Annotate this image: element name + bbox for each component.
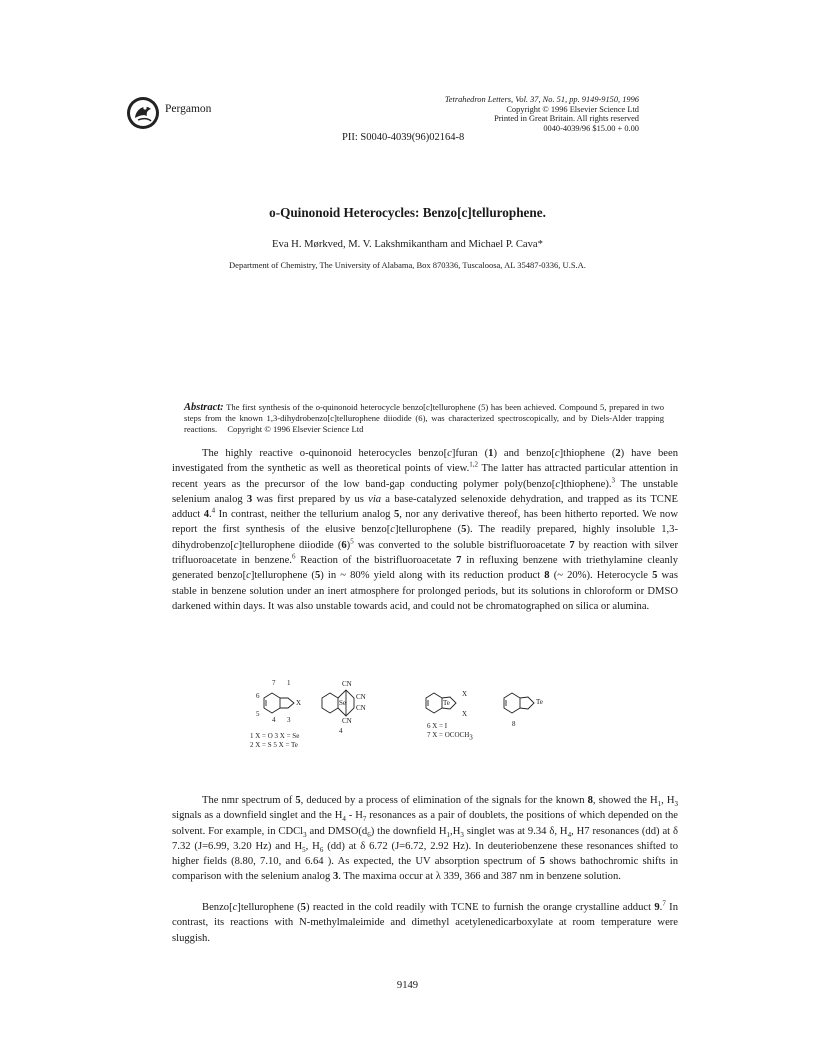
substituent-x-upper: X	[462, 690, 468, 698]
body-paragraph-3: Benzo[c]tellurophene (5) reacted in the cold readily with TCNE to furnish the orange crystalline adduct 9.$^7$ In contrast, its reactions with N-methylmaleimide and dimethyl acetylenedicarboxylate at room temperature were sluggish.	[172, 899, 678, 944]
body-paragraph-1: The highly reactive o-quinonoid heterocycles benzo[c]furan (1) and benzo[c]thiophene (2) have been investigated from the synthetic as well as theoretical points of view.$^{1,2}$ The latter has attracted particular attention in recent years as the precursor of the low band-gap conducting polymer poly(benzo[c]thiophene).$^3$ The unstable selenium analog 3 was first prepared by us via a base-catalyzed selenoxide dehydration, and trapped as its TCNE adduct 4.$^4$ In contrast, neither the tellurium analog 5, nor any derivative thereof, has been hitherto reported. We now report the first synthesis of the elusive benzo[c]tellurophene (5). The readily prepared, highly insoluble 1,3-dihydrobenzo[c]tellurophene diiodide $(6)^5$ was converted to the soluble bistrifluoroacetate 7 by reaction with silver trifluoroacetate in benzene.$^6$ Reaction of the bistrifluoroacetate 7 in refluxing benzene with triethylamine cleanly generated benzo[c]tellurophene (5) in ~ 80% yield along with its reduction product 8 (~ 20%). Heterocycle 5 was stable in benzene solution under an inert atmosphere for prolonged periods, but its solutions in chloroform or DMSO darkened within days. It was also unstable towards acid, and could not be chromatographed on silica or alumina.	[172, 448, 679, 612]
compound-label-2-5: 2 X = S 5 X = Te	[250, 741, 298, 749]
journal-citation: Tetrahedron Letters, Vol. 37, No. 51, pp. 9149-9150, 1996	[444, 95, 639, 104]
paper-title: o-Quinonoid Heterocycles: Benzo[c]tellurophene.	[269, 205, 546, 220]
abstract-text: The first synthesis of the o-quinonoid heterocycle benzo[c]tellurophene (5) has been achieved. Compound 5, prepared in two steps from the known 1,3-dihydrobenzo[c]tellurophene diiodide (6), was characterized spectroscopically, and by Diels-Alder trapping reactions.	[184, 402, 664, 434]
ring-number-6: 6	[256, 692, 260, 700]
compound-number-8: 8	[512, 720, 516, 728]
abstract-label: Abstract:	[184, 402, 224, 413]
page-number: 9149	[396, 980, 419, 991]
ring-number-4: 4	[272, 716, 276, 724]
compound-label-7: 7 $X = OCOCH_3$	[427, 731, 473, 742]
cn-group-bottom: CN	[342, 717, 352, 725]
author-list: Eva H. Mørkved, M. V. Lakshmikantham and Michael P. Cava*	[272, 239, 543, 250]
ring-number-3: 3	[287, 716, 291, 724]
publisher-name: Pergamon	[165, 103, 212, 115]
heteroatom-x: X	[296, 699, 302, 707]
ring-number-1: 1	[287, 679, 291, 687]
ring-number-5: 5	[256, 710, 260, 718]
journal-info	[319, 95, 639, 133]
pii-code: PII: S0040-4039(96)02164-8	[342, 132, 465, 143]
affiliation: Department of Chemistry, The University of Alabama, Box 870336, Tuscaloosa, AL 35487-0336, U.S.A.	[229, 260, 586, 270]
printed-line: Printed in Great Britain. All rights reserved	[494, 114, 639, 123]
copyright-line: Copyright © 1996 Elsevier Science Ltd	[506, 104, 639, 114]
cn-group-top: CN	[342, 680, 352, 688]
cn-group-right-lower: CN	[356, 704, 366, 712]
compound-label-1-3: 1 X = O 3 X = Se	[250, 732, 300, 740]
compound-label-6: 6 X = I	[427, 722, 448, 730]
structure-drawings	[250, 676, 570, 756]
structures-figure	[250, 676, 570, 756]
body-paragraph-2: The nmr spectrum of 5, deduced by a process of elimination of the signals for the known 8, showed the $H_1$, $H_3$ signals as a downfield singlet and the $H_4 - H_7$ resonances as a pair of doublets, the positions of which depended on the solvent. For example, in CDCl$_3$ and $DMSO(d_6)$ the downfield $H_1,H_3$ singlet was at 9.34 δ, $H_4$, H7 resonances (dd) at δ 7.32 (J=6.99, 3.20 Hz) and $H_5$, $H_6$ (dd) at δ 6.72 (J=6.72, 2.92 Hz). In deuteriobenzene these resonances shifted to higher fields (8.80, 7.10, and 6.64 ). As expected, the UV absorption spectrum of 5 shows bathochromic shifts in comparison with the selenium analog 3. The maxima occur at λ 339, 366 and 387 nm in benzene solution.	[172, 795, 678, 883]
cn-group-right-upper: CN	[356, 693, 366, 701]
pergamon-logo-icon	[126, 96, 160, 130]
compound-number-4: 4	[339, 727, 343, 735]
tellurium-atom-8: Te	[536, 698, 543, 706]
abstract	[184, 402, 664, 434]
tellurium-atom-7: Te	[443, 699, 450, 707]
selenium-atom: Se	[339, 699, 346, 707]
substituent-x-lower: X	[462, 710, 468, 718]
ring-number-7: 7	[272, 679, 276, 687]
abstract-copyright: Copyright © 1996 Elsevier Science Ltd	[227, 423, 364, 434]
price-line: 0040-4039/96 $15.00 + 0.00	[543, 123, 639, 133]
